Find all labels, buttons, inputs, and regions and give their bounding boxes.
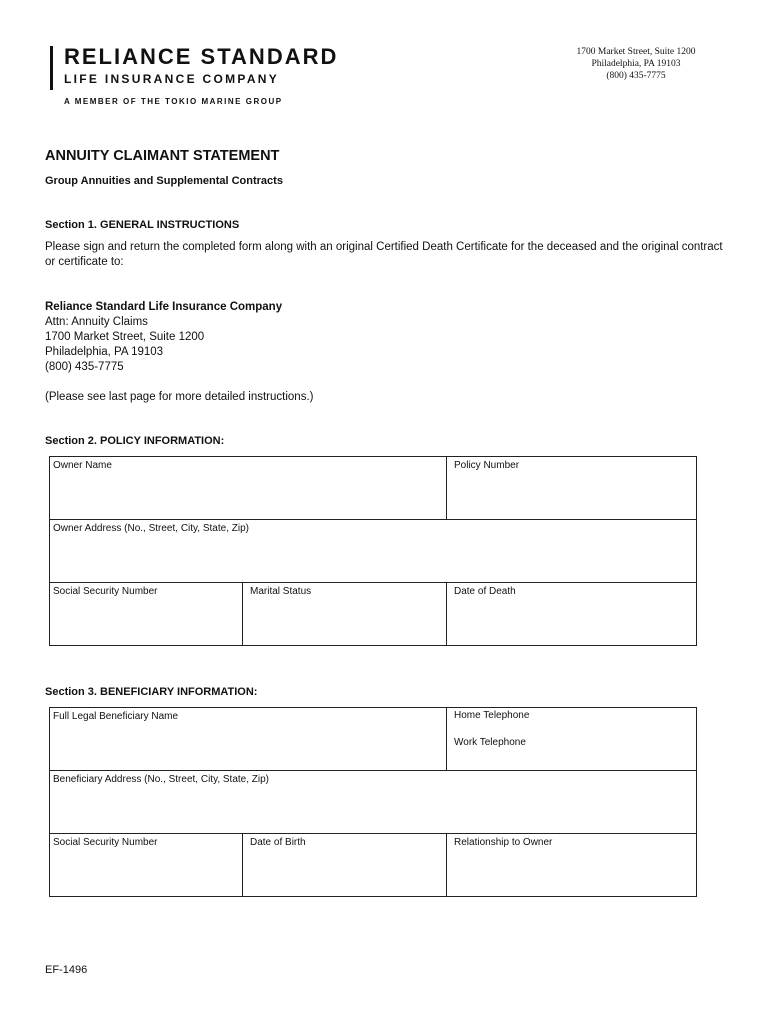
header-address: [560, 46, 712, 82]
owner-ssn-label: Social Security Number: [53, 586, 158, 597]
owner-address-field[interactable]: [49, 519, 697, 583]
logo-bar: [50, 46, 53, 90]
header-address-phone: (800) 435-7775: [606, 71, 666, 81]
header-address-city: Philadelphia, PA 19103: [591, 59, 681, 69]
beneficiary-name-field[interactable]: [49, 707, 447, 771]
owner-address-label: Owner Address (No., Street, City, State, Zip): [53, 523, 249, 534]
marital-status-label: Marital Status: [250, 586, 312, 597]
instructions-note: (Please see last page for more detailed instructions.): [45, 391, 314, 403]
policy-number-field[interactable]: [446, 456, 697, 520]
beneficiary-ssn-label: Social Security Number: [53, 837, 158, 848]
beneficiary-address-field[interactable]: [49, 770, 697, 834]
owner-name-label: Owner Name: [53, 460, 112, 471]
mailing-address: [45, 300, 282, 375]
marital-status-field[interactable]: [242, 582, 447, 646]
date-of-death-label: Date of Death: [454, 586, 516, 597]
relationship-field[interactable]: [446, 833, 697, 897]
logo-company-subtitle: LIFE INSURANCE COMPANY: [64, 72, 280, 86]
beneficiary-name-label: Full Legal Beneficiary Name: [53, 711, 179, 722]
form-subtitle: Group Annuities and Supplemental Contracts: [45, 175, 283, 187]
work-telephone-label: Work Telephone: [454, 737, 526, 748]
beneficiary-ssn-field[interactable]: [49, 833, 243, 897]
logo-company-name: RELIANCE STANDARD: [64, 44, 339, 69]
company-logo: [50, 44, 342, 108]
beneficiary-phone-field[interactable]: [446, 707, 697, 771]
owner-name-field[interactable]: [49, 456, 447, 520]
mailing-street: 1700 Market Street, Suite 1200: [45, 331, 205, 343]
logo-tagline: A MEMBER OF THE TOKIO MARINE GROUP: [64, 97, 283, 106]
mailing-phone: (800) 435-7775: [45, 361, 124, 373]
header-address-street: 1700 Market Street, Suite 1200: [576, 47, 696, 57]
owner-ssn-field[interactable]: [49, 582, 243, 646]
section2-heading: Section 2. POLICY INFORMATION:: [45, 435, 225, 447]
section1-instructions: Please sign and return the completed form along with an original Certified Death Certificate for the deceased and the original contract or certificate to:: [45, 241, 723, 268]
date-of-death-field[interactable]: [446, 582, 697, 646]
form-title: ANNUITY CLAIMANT STATEMENT: [45, 148, 280, 164]
section1-heading: Section 1. GENERAL INSTRUCTIONS: [45, 219, 240, 231]
date-of-birth-field[interactable]: [242, 833, 447, 897]
form-number: EF-1496: [45, 964, 88, 976]
home-telephone-label: Home Telephone: [454, 710, 530, 721]
section3-heading: Section 3. BENEFICIARY INFORMATION:: [45, 686, 258, 698]
date-of-birth-label: Date of Birth: [250, 837, 306, 848]
policy-number-label: Policy Number: [454, 460, 520, 471]
beneficiary-address-label: Beneficiary Address (No., Street, City, State, Zip): [53, 774, 270, 785]
mailing-city: Philadelphia, PA 19103: [45, 346, 164, 358]
relationship-label: Relationship to Owner: [454, 837, 553, 848]
mailing-company: Reliance Standard Life Insurance Company: [45, 301, 283, 313]
mailing-attn: Attn: Annuity Claims: [45, 316, 148, 328]
